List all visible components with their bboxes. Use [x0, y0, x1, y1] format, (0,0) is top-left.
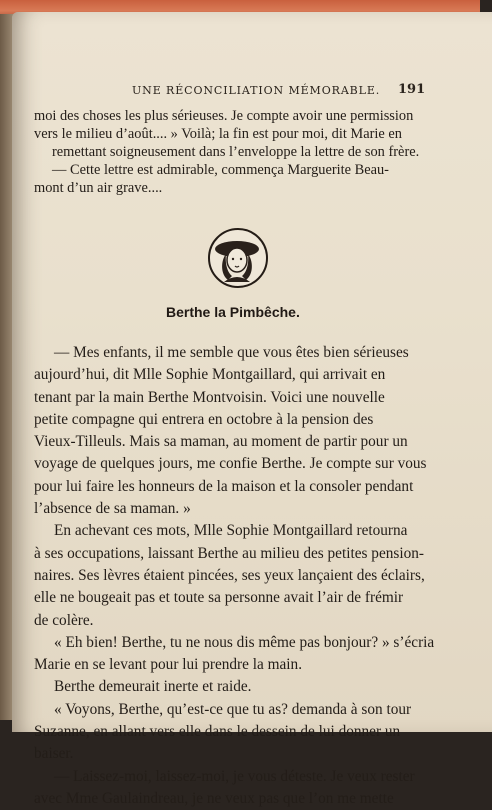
section-title: Berthe la Pimbêche. [166, 304, 300, 320]
text-line: vers le milieu d’août.... » Voilà; la fin est pour moi, dit Marie en [34, 126, 402, 142]
text-line: Marie en se levant pour lui prendre la main. [34, 656, 303, 674]
girl-portrait-icon [208, 228, 268, 288]
text-line: pour lui faire les honneurs de la maison et la consoler pendant [34, 477, 414, 495]
text-line: En achevant ces mots, Mlle Sophie Montgaillard retourna [54, 522, 408, 540]
text-line: « Eh bien! Berthe, tu ne nous dis même pas bonjour? » s’écria [54, 633, 435, 651]
text-line: l’absence de sa maman. » [34, 500, 191, 518]
text-line: Vieux-Tilleuls. Mais sa maman, au moment de partir pour un [34, 433, 408, 451]
text-line: Suzanne, en allant vers elle dans le dessein de lui donner un [34, 723, 401, 741]
text-line: — Cette lettre est admirable, commença Marguerite Beau- [52, 162, 389, 178]
top-paragraph [34, 107, 454, 197]
text-line: — Mes enfants, il me semble que vous êtes bien sérieuses [54, 344, 409, 361]
book-page [12, 12, 492, 807]
text-line: avec Mme Gaulaindreau, je ne veux pas que l’on me mette [34, 789, 394, 807]
page-number: 191 [398, 82, 426, 97]
text-line: « Voyons, Berthe, qu’est-ce que tu as? demanda à son tour [54, 700, 412, 718]
text-line: voyage de quelques jours, me confie Berthe. Je compte sur vous [34, 455, 427, 473]
body-paragraph [34, 342, 454, 810]
text-line: moi des choses les plus sérieuses. Je compte avoir une permission [34, 108, 414, 124]
text-line: Berthe demeurait inerte et raide. [54, 678, 252, 696]
running-title: UNE RÉCONCILIATION MÉMORABLE. [132, 84, 381, 97]
text-line: petite compagne qui entrera en octobre à la pension des [34, 410, 374, 428]
text-line: elle ne bougeait pas et toute sa personne avait l’air de frémir [34, 589, 404, 607]
text-line: naires. Ses lèvres étaient pincées, ses yeux lançaient des éclairs, [34, 566, 425, 584]
text-line: remettant soigneusement dans l’enveloppe la lettre de son frère. [52, 144, 420, 160]
text-line: baiser. [34, 745, 74, 763]
text-line: tenant par la main Berthe Montvoisin. Voici une nouvelle [34, 388, 385, 406]
text-line: — Laissez-moi, laissez-moi, je vous déteste. Je veux rester [54, 767, 415, 785]
text-line: mont d’un air grave.... [34, 180, 163, 196]
text-line: à ses occupations, laissant Berthe au milieu des petites pension- [34, 544, 424, 562]
text-line: de colère. [34, 611, 94, 629]
text-line: aujourd’hui, dit Mlle Sophie Montgaillard, qui arrivait en [34, 366, 386, 384]
